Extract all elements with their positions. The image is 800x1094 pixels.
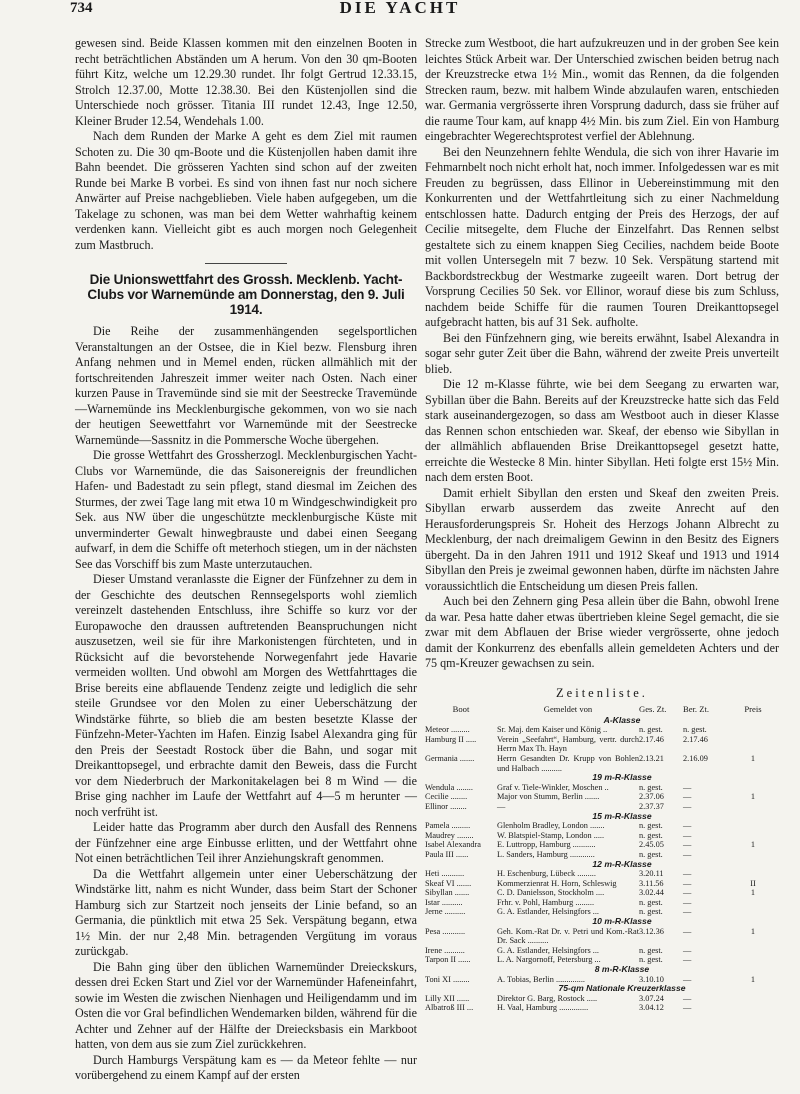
body-paragraph: Damit erhielt Sibyllan den ersten und Skeaf den zweiten Preis. Sibyllan erwarb ausserdem das zweite Anrecht auf den Herausforderungspreis Sr. Hoheit des Herzogs Johann Albrecht zu Mecklenburg, der nach dreimaligem Gewinn in den Besitz des Eigners übergeht. Da in den Jahren 1911 und 1912 Skeaf und 1913 und 1914 Sibyllan den Preis je zweimal gewonnen haben, dürfte im nächsten Jahre voraussichtlich die Entscheidung um diesen Preis fallen. bbox=[425, 485, 779, 593]
body-paragraph: Da die Wettfahrt allgemein unter einer Ueberschätzung der Windstärke litt, nahm es nicht Wunder, dass beim Start der Schoner Hamburg sich zur Startzeit noch jenseits der Linie befand, so an Germania, die pünktlich mit etwa 25 Sek. Verspätung begann, etwa 1½ Min. der nur 2,48 Min. betragenden Vergütung im voraus zurückgab. bbox=[75, 866, 417, 958]
entered-by-cell: Kommerzienrat H. Horn, Schleswig bbox=[497, 878, 617, 888]
table-row bbox=[425, 879, 779, 889]
class-heading: A-Klasse bbox=[603, 714, 641, 725]
results-table-header bbox=[425, 705, 779, 715]
body-paragraph: Leider hatte das Programm aber durch den Ausfall des Rennens der Fünfzehner eine arge Einbusse erlitten, und der Wettfahrt ohne Not einen beträchtlichen Teil ihrer Anziehungskraft genommen. bbox=[75, 820, 417, 865]
entered-by-cell: H. Vaal, Hamburg .............. bbox=[497, 1003, 589, 1013]
elapsed-time-cell: n. gest. bbox=[639, 725, 663, 735]
boat-name-cell: Tarpon II ...... bbox=[425, 955, 471, 965]
table-row bbox=[425, 821, 779, 831]
table-row bbox=[425, 831, 779, 841]
elapsed-time-cell: 2.37.06 bbox=[639, 792, 664, 802]
corrected-time-cell: — bbox=[683, 782, 692, 792]
table-row bbox=[425, 735, 779, 754]
elapsed-time-cell: 3.11.56 bbox=[639, 878, 664, 888]
entered-by-cell: A. Tobias, Berlin .............. bbox=[497, 974, 585, 984]
boat-name-cell: Istar .......... bbox=[425, 897, 463, 907]
corrected-time-cell: — bbox=[683, 955, 692, 965]
entered-by-cell: Sr. Maj. dem Kaiser und König .. bbox=[497, 725, 608, 735]
body-paragraph: Die 12 m-Klasse führte, wie bei dem Seegang zu erwarten war, Sybillan über die Bahn. Bereits auf der Kreuzstrecke hatte sich das Feld stark auseinandergezogen, so dass am Westboot auch in dieser Klasse das Rennen schon entschieden war. Skeaf, der ebenso wie Sibyllan in der allmählich abflauenden Brise Dreikanttopsegel gesetzt hatte, erreichte die Westecke 8 Min. hinter Sibyllan. Heti folgte erst 15½ Min. nach dem ersten Boot. bbox=[425, 377, 779, 484]
prize-cell: 1 bbox=[750, 792, 756, 802]
elapsed-time-cell: 2.13.21 bbox=[639, 753, 664, 763]
elapsed-time-cell: n. gest. bbox=[639, 907, 663, 917]
elapsed-time-cell: n. gest. bbox=[639, 945, 663, 955]
prize-cell bbox=[733, 994, 773, 1004]
corrected-time-cell: — bbox=[683, 830, 692, 840]
table-row bbox=[425, 946, 779, 956]
prize-cell: 1 bbox=[750, 888, 756, 898]
body-paragraph: gewesen sind. Beide Klassen kommen mit den einzelnen Booten in recht beträchtlichen Abständen um A herum. Von den 30 qm-Booten führt Kitz, welche um 12.29.30 rundet. Ihr folgt Gertrud 12.33.15, Strolch 12.37.00, Motte 12.38.30. Bei den Küstenjollen sind die Unterschiede noch grösser. Titania III rundet 12.43, Inge 12.50, Kleiner Bruder 12.54, Wendehals 1.00. bbox=[75, 36, 417, 128]
elapsed-time-cell: 3.20.11 bbox=[639, 869, 664, 879]
elapsed-time-cell: n. gest. bbox=[639, 955, 663, 965]
prize-cell bbox=[733, 898, 773, 908]
corrected-time-cell: — bbox=[683, 907, 692, 917]
elapsed-time-cell: n. gest. bbox=[639, 849, 663, 859]
table-row bbox=[425, 792, 779, 802]
prize-cell bbox=[733, 725, 773, 735]
boat-name-cell: Sibyllan ....... bbox=[425, 888, 470, 898]
elapsed-time-cell: 3.12.36 bbox=[639, 926, 664, 936]
entered-by-cell: L. A. Nargornoff, Petersburg ... bbox=[497, 955, 601, 965]
body-paragraph: Die Reihe der zusammenhängenden segelsportlichen Veranstaltungen an der Ostsee, die in Kiel bezw. Flensburg ihren Anfang nehmen und in Memel enden, rücken allmählich mit der fortschreitenden Jahreszeit immer weiter nach Osten. Nach einer kurzen Pause in Travemünde sind sie mit der Seestrecke Travemünde—Warnemünde ins Mecklenburgische gekommen, von wo sie nach der heutigen Seewettfahrt vor Warnemünde mit der Seestrecke Warnemünde—Sassnitz in die Pommersche Woche übergehen. bbox=[75, 324, 417, 447]
prize-cell bbox=[733, 869, 773, 879]
boat-name-cell: Jerne .......... bbox=[425, 907, 466, 917]
body-paragraph: Dieser Umstand veranlasste die Eigner der Fünfzehner zu dem in der Geschichte des deutschen Rennsegelsports wohl ziemlich vereinzelt dastehenden Entschluss, ihre Schiffe so kurz vor der Europawoche den draussen auftretenden Beanspruchungen nicht auszusetzen, weil sie für ihre Markonistengen fürchteten, und in Rücksicht auf die bevorstehende Norwegenfahrt jede Havarie vermeiden wollten. Und obwohl am Morgen des Wettfahrttages die Brise bereits eine abflauende Tendenz zeigte und lediglich die sehr steile Grundsee vor den Molen zu einer Ueberschätzung der Windstärke führte, so blieb die am besten besetzte Klasse der Fünfzehn-Meter-Yachten im Hafen. Einzig Isabel Alexandra ging für den Preis der Seestadt Rostock über die Bahn, und sogar mit Dreikanttopsegel, und erbrachte damit den Beweis, dass die Furcht vor dem Niederbruch der Markonitakelagen bei 8 m Wind — die Brise ging nachher im Laufe der Wettfahrt auf 4—5 m herunter — noch verfrüht ist. bbox=[75, 572, 417, 819]
class-heading: 15 m-R-Klasse bbox=[592, 810, 652, 821]
right-column bbox=[425, 36, 779, 1013]
running-title: DIE YACHT bbox=[339, 0, 461, 17]
boat-name-cell: Isabel Alexandra bbox=[425, 840, 481, 850]
body-paragraph: Strecke zum Westboot, die hart aufzukreuzen und in der groben See kein leichtes Stück Arbeit war. Der Unterschied zwischen beiden betrug nach der Kreuzstrecke etwa 1½ Min., womit das Rennen, da die folgenden Strecken raum, bezw. mit halbem Winde abzulaufen waren, entschieden war. Germania vergrösserte ihren Vorsprung dadurch, dass sie früher auf die raume Tour kam, auf knapp 4½ Min. bis zum Ziel. Ein von Hamburg eingebrachter Wegerechtsprotest verfiel der Ablehnung. bbox=[425, 36, 779, 143]
boat-name-cell: Germania ....... bbox=[425, 753, 475, 763]
body-paragraph: Auch bei den Zehnern ging Pesa allein über die Bahn, obwohl Irene da war. Pesa hatte daher etwas übertrieben kleine Segel gemacht, die sie zwar mit dem Abflauen der Brise wieder vergrösserte, ohne jedoch damit der Konkurrenz des ebenfalls allein gemeldeten Achters und der 75 qm-Kreuzer gewachsen zu sein. bbox=[425, 594, 779, 670]
left-column bbox=[75, 36, 417, 1084]
table-row bbox=[425, 754, 779, 773]
boat-name-cell: Heti ........... bbox=[425, 869, 465, 879]
elapsed-time-cell: 3.10.10 bbox=[639, 974, 664, 984]
boat-name-cell: Pesa ........... bbox=[425, 926, 466, 936]
body-paragraph: Durch Hamburgs Verspätung kam es — da Meteor fehlte — nur vorübergehend zu einem Kampf auf der ersten bbox=[75, 1052, 417, 1082]
elapsed-time-cell: 3.02.44 bbox=[639, 888, 664, 898]
table-row bbox=[425, 840, 779, 850]
body-paragraph: Die grosse Wettfahrt des Grossherzogl. Mecklenburgischen Yacht-Clubs vor Warnemünde, die das Saisonereignis der freundlichen Hafen- und Badestadt zu sein pflegt, stand diesmal im Zeichen des Sturmes, der zwei Tage lang mit etwa 10 m Windgeschwindigkeit pro Sek. aus NW über die ungeschützte mecklenburgische Küste mit unverminderter Gewalt hinwegbrauste und dabei einen Seegang aufwarf, in dem die Schiffe oft meterhoch stiegen, um in der nächsten See das Vorschiff bis zum Maste unterzutauchen. bbox=[75, 448, 417, 571]
table-row bbox=[425, 888, 779, 898]
boat-name-cell: Wendula ........ bbox=[425, 782, 473, 792]
prize-cell bbox=[733, 850, 773, 860]
boat-name-cell: Maudrey ........ bbox=[425, 830, 474, 840]
corrected-time-cell: 2.16.09 bbox=[683, 753, 708, 763]
section-divider bbox=[205, 263, 287, 264]
elapsed-time-cell: 2.17.46 bbox=[639, 734, 664, 744]
header-corrected-time: Ber. Zt. bbox=[683, 704, 710, 714]
class-heading: 8 m-R-Klasse bbox=[594, 964, 650, 975]
boat-name-cell: Hamburg II ..... bbox=[425, 734, 477, 744]
table-row bbox=[425, 898, 779, 908]
entered-by-cell: H. Eschenburg, Lübeck ......... bbox=[497, 869, 596, 879]
boat-name-cell: Ellinor ........ bbox=[425, 801, 467, 811]
boat-name-cell: Albatroß III ... bbox=[425, 1003, 474, 1013]
header-elapsed-time: Ges. Zt. bbox=[639, 704, 667, 714]
prize-cell bbox=[733, 802, 773, 812]
corrected-time-cell: — bbox=[683, 878, 692, 888]
prize-cell bbox=[733, 946, 773, 956]
corrected-time-cell: — bbox=[683, 840, 692, 850]
entered-by-cell: L. Sanders, Hamburg ............ bbox=[497, 849, 595, 859]
corrected-time-cell: — bbox=[683, 869, 692, 879]
table-row bbox=[425, 725, 779, 735]
page-number: 734 bbox=[70, 0, 93, 16]
prize-cell: 1 bbox=[750, 926, 756, 936]
class-heading: 19 m-R-Klasse bbox=[592, 772, 652, 783]
prize-cell: II bbox=[750, 878, 756, 888]
body-paragraph: Bei den Neunzehnern fehlte Wendula, die sich von ihrer Havarie im Fehmarnbelt noch nicht erholt hat, noch immer. Infolgedessen war es mit Freuden zu begrüssen, dass Ellinor in Uebereinstimmung mit den Konkurrenten und der Wettfahrtleitung sich zu einer Nachmeldung entschlossen hatte. Dadurch entging der Preis des Herzogs, der auf Cecilie mitsegelte, dem Fluche der Einzelfahrt. Das Rennen selbst gestaltete sich zu einem knappen Sieg Cecilies, nachdem beide Boote mit vollen Untersegeln mit 7 bezw. 10 Sek. Verspätung startend mit Backbordstreckbug der Westmarke zugeeilt waren. Dort betrug der Vorsprung Cecilies 50 Sek. vor Ellinor, worauf diese bis zum Schluss, nachdem beide Schiffe für die raumen Touren Dreikanttopsegel aufgebracht hatten, bis auf 31 Sek. aufholte. bbox=[425, 144, 779, 329]
entered-by-cell: Herrn Gesandten Dr. Krupp von Bohlen und Halbach .......... bbox=[497, 753, 639, 773]
corrected-time-cell: 2.17.46 bbox=[683, 734, 708, 744]
prize-cell: 1 bbox=[750, 753, 756, 763]
entered-by-cell: C. D. Danielsson, Stockholm .... bbox=[497, 888, 605, 898]
elapsed-time-cell: n. gest. bbox=[639, 830, 663, 840]
entered-by-cell: Frhr. v. Pohl, Hamburg ......... bbox=[497, 897, 595, 907]
elapsed-time-cell: 3.07.24 bbox=[639, 993, 664, 1003]
corrected-time-cell: — bbox=[683, 1003, 692, 1013]
article-heading: Die Unionswettfahrt des Grossh. Mecklenb. Yacht-Clubs vor Warnemünde am Donnerstag, den 9. Juli 1914. bbox=[87, 272, 405, 317]
boat-name-cell: Cecilie ........ bbox=[425, 792, 468, 802]
prize-cell: 1 bbox=[750, 974, 756, 984]
corrected-time-cell: — bbox=[683, 792, 692, 802]
corrected-time-cell: — bbox=[683, 849, 692, 859]
table-row bbox=[425, 994, 779, 1004]
prize-cell bbox=[733, 955, 773, 965]
prize-cell bbox=[733, 783, 773, 793]
table-row bbox=[425, 1003, 779, 1013]
boat-name-cell: Pamela ......... bbox=[425, 821, 471, 831]
elapsed-time-cell: 3.04.12 bbox=[639, 1003, 664, 1013]
prize-cell: 1 bbox=[750, 840, 756, 850]
header-boat: Boot bbox=[452, 704, 470, 714]
entered-by-cell: Direktor G. Barg, Rostock ..... bbox=[497, 993, 598, 1003]
boat-name-cell: Toni XI ........ bbox=[425, 974, 470, 984]
table-row bbox=[425, 783, 779, 793]
corrected-time-cell: — bbox=[683, 801, 692, 811]
prize-cell bbox=[733, 735, 773, 754]
entered-by-cell: G. A. Estlander, Helsingfors ... bbox=[497, 907, 599, 917]
corrected-time-cell: — bbox=[683, 897, 692, 907]
boat-name-cell: Paula III ...... bbox=[425, 849, 469, 859]
class-heading: 75-qm Nationale Kreuzerklasse bbox=[558, 983, 686, 994]
elapsed-time-cell: 2.45.05 bbox=[639, 840, 664, 850]
elapsed-time-cell: 2.37.37 bbox=[639, 801, 664, 811]
entered-by-cell: — bbox=[497, 801, 506, 811]
entered-by-cell: Geh. Kom.-Rat Dr. v. Petri und Kom.-Rat Dr. Sack .......... bbox=[497, 926, 639, 946]
elapsed-time-cell: n. gest. bbox=[639, 821, 663, 831]
corrected-time-cell: — bbox=[683, 926, 692, 936]
entered-by-cell: E. Luttropp, Hamburg ........... bbox=[497, 840, 596, 850]
elapsed-time-cell: n. gest. bbox=[639, 782, 663, 792]
results-table bbox=[425, 705, 779, 1013]
boat-name-cell: Meteor ......... bbox=[425, 725, 470, 735]
boat-name-cell: Lilly XII ...... bbox=[425, 993, 470, 1003]
entered-by-cell: Major von Stumm, Berlin ....... bbox=[497, 792, 600, 802]
class-heading: 10 m-R-Klasse bbox=[592, 916, 652, 927]
entered-by-cell: W. Blatspiel-Stamp, London ..... bbox=[497, 830, 605, 840]
body-paragraph: Bei den Fünfzehnern ging, wie bereits erwähnt, Isabel Alexandra in sogar sehr guter Zeit über die Bahn, während der zweite Preis unverteilt blieb. bbox=[425, 330, 779, 376]
table-row bbox=[425, 869, 779, 879]
corrected-time-cell: — bbox=[683, 993, 692, 1003]
entered-by-cell: Graf v. Tiele-Winkler, Moschen .. bbox=[497, 782, 609, 792]
entered-by-cell: G. A. Estlander, Helsingfors ... bbox=[497, 945, 599, 955]
boat-name-cell: Skeaf VI ....... bbox=[425, 878, 472, 888]
entered-by-cell: Glenholm Bradley, London ....... bbox=[497, 821, 605, 831]
results-table-title: Zeitenliste. bbox=[556, 685, 648, 700]
corrected-time-cell: — bbox=[683, 888, 692, 898]
header-entered-by: Gemeldet von bbox=[543, 704, 593, 714]
corrected-time-cell: — bbox=[683, 821, 692, 831]
entered-by-cell: Verein „Seefahrt“, Hamburg, vertr. durch Herrn Max Th. Hayn bbox=[497, 734, 639, 754]
class-heading: 12 m-R-Klasse bbox=[592, 858, 652, 869]
prize-cell bbox=[733, 907, 773, 917]
body-paragraph: Die Bahn ging über den üblichen Warnemünder Dreieckskurs, dessen drei Ecken Start und Ziel vor der Warnemünder Hafeneinfahrt, sowie im Westen die zwischen Nienhagen und Heiligendamm und im Osten die vor Gral befindlichen Wendemarken bilden, während für die Achter und Zehner auf der Hälfte der Dreiecksbasis ein Markboot hatten, von dem aus sie zum Ziel zurückkehren. bbox=[75, 959, 417, 1051]
corrected-time-cell: n. gest. bbox=[683, 725, 707, 735]
elapsed-time-cell: n. gest. bbox=[639, 897, 663, 907]
header-prize: Preis bbox=[744, 704, 762, 714]
corrected-time-cell: — bbox=[683, 974, 692, 984]
prize-cell bbox=[733, 831, 773, 841]
table-row bbox=[425, 927, 779, 946]
prize-cell bbox=[733, 1003, 773, 1013]
prize-cell bbox=[733, 821, 773, 831]
corrected-time-cell: — bbox=[683, 945, 692, 955]
body-paragraph: Nach dem Runden der Marke A geht es dem Ziel mit raumen Schoten zu. Die 30 qm-Boote und die Küstenjollen haben damit ihre Bahn beendet. Die grösseren Yachten sind schon auf der zweiten Runde bei Marke B vorbei. Es sind von ihnen fast nur noch sichere Anwärter auf Preise nachgeblieben. Viele haben aufgegeben, um die Takelage zu schonen, was man bei dem Wetter wahrhaftig keinem verdenken kann. Vielleicht gibt es auch morgen noch Gelegenheit zum Mastbruch. bbox=[75, 129, 417, 252]
boat-name-cell: Irene .......... bbox=[425, 945, 465, 955]
